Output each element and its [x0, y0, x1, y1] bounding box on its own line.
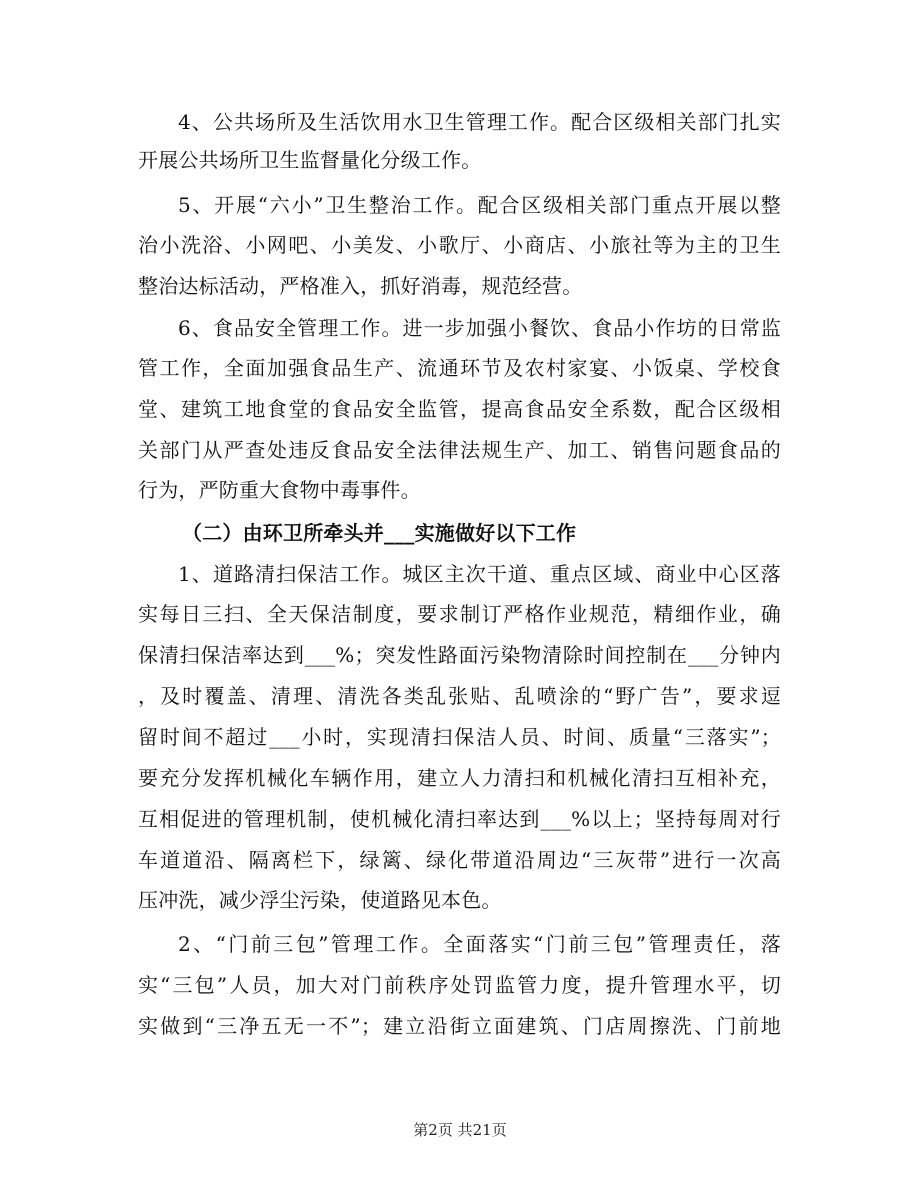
- section2-paragraph-1-line-6: 要充分发挥机械化车辆作用，建立人力清扫和机械化清扫互相补充，: [138, 766, 781, 790]
- section2-paragraph-1-line-5: 留时间不超过___小时，实现清扫保洁人员、时间、质量“三落实”；: [138, 725, 781, 749]
- paragraph-5-line-1: 5、开展“六小”卫生整治工作。配合区级相关部门重点开展以整: [178, 193, 781, 217]
- section2-paragraph-2-line-1: 2、“门前三包”管理工作。全面落实“门前三包”管理责任，落: [178, 932, 781, 956]
- paragraph-5-line-3: 整治达标活动，严格准入，抓好消毒，规范经营。: [138, 274, 583, 298]
- section2-paragraph-1-line-7: 互相促进的管理机制，使机械化清扫率达到___%以上；坚持每周对行: [138, 807, 781, 831]
- section2-paragraph-1-line-1: 1、道路清扫保洁工作。城区主次干道、重点区域、商业中心区落: [178, 562, 781, 586]
- paragraph-4-line-1: 4、公共场所及生活饮用水卫生管理工作。配合区级相关部门扎实: [178, 110, 781, 134]
- section2-paragraph-1-line-3: 保清扫保洁率达到___%；突发性路面污染物清除时间控制在___分钟内: [138, 643, 781, 667]
- paragraph-5-line-2: 治小洗浴、小网吧、小美发、小歌厅、小商店、小旅社等为主的卫生: [138, 233, 781, 257]
- paragraph-6-line-5: 行为，严防重大食物中毒事件。: [138, 478, 421, 502]
- section2-paragraph-2-line-3: 实做到“三净五无一不”；建立沿街立面建筑、门店周擦洗、门前地: [138, 1014, 781, 1038]
- section2-paragraph-2-line-2: 实“三包”人员，加大对门前秩序处罚监管力度，提升管理水平，切: [138, 973, 781, 997]
- paragraph-6-line-1: 6、食品安全管理工作。进一步加强小餐饮、食品小作坊的日常监: [178, 316, 781, 340]
- paragraph-6-line-4: 关部门从严查处违反食品安全法律法规生产、加工、销售问题食品的: [138, 438, 781, 462]
- section2-paragraph-1-line-8: 车道道沿、隔离栏下，绿篱、绿化带道沿周边“三灰带”进行一次高: [138, 848, 781, 872]
- page-number-footer: 第2页 共21页: [413, 1121, 507, 1139]
- section-heading: （二）由环卫所牵头并___实施做好以下工作: [182, 521, 577, 545]
- section2-paragraph-1-line-9: 压冲洗，减少浮尘污染，使道路见本色。: [138, 888, 502, 912]
- paragraph-4-line-2: 开展公共场所卫生监督量化分级工作。: [138, 148, 482, 172]
- section2-paragraph-1-line-4: ，及时覆盖、清理、清洗各类乱张贴、乱喷涂的“野广告”，要求逗: [138, 684, 781, 708]
- section2-paragraph-1-line-2: 实每日三扫、全天保洁制度，要求制订严格作业规范，精细作业，确: [138, 602, 781, 626]
- paragraph-6-line-3: 堂、建筑工地食堂的食品安全监管，提高食品安全系数，配合区级相: [138, 397, 781, 421]
- paragraph-6-line-2: 管工作，全面加强食品生产、流通环节及农村家宴、小饭桌、学校食: [138, 356, 781, 380]
